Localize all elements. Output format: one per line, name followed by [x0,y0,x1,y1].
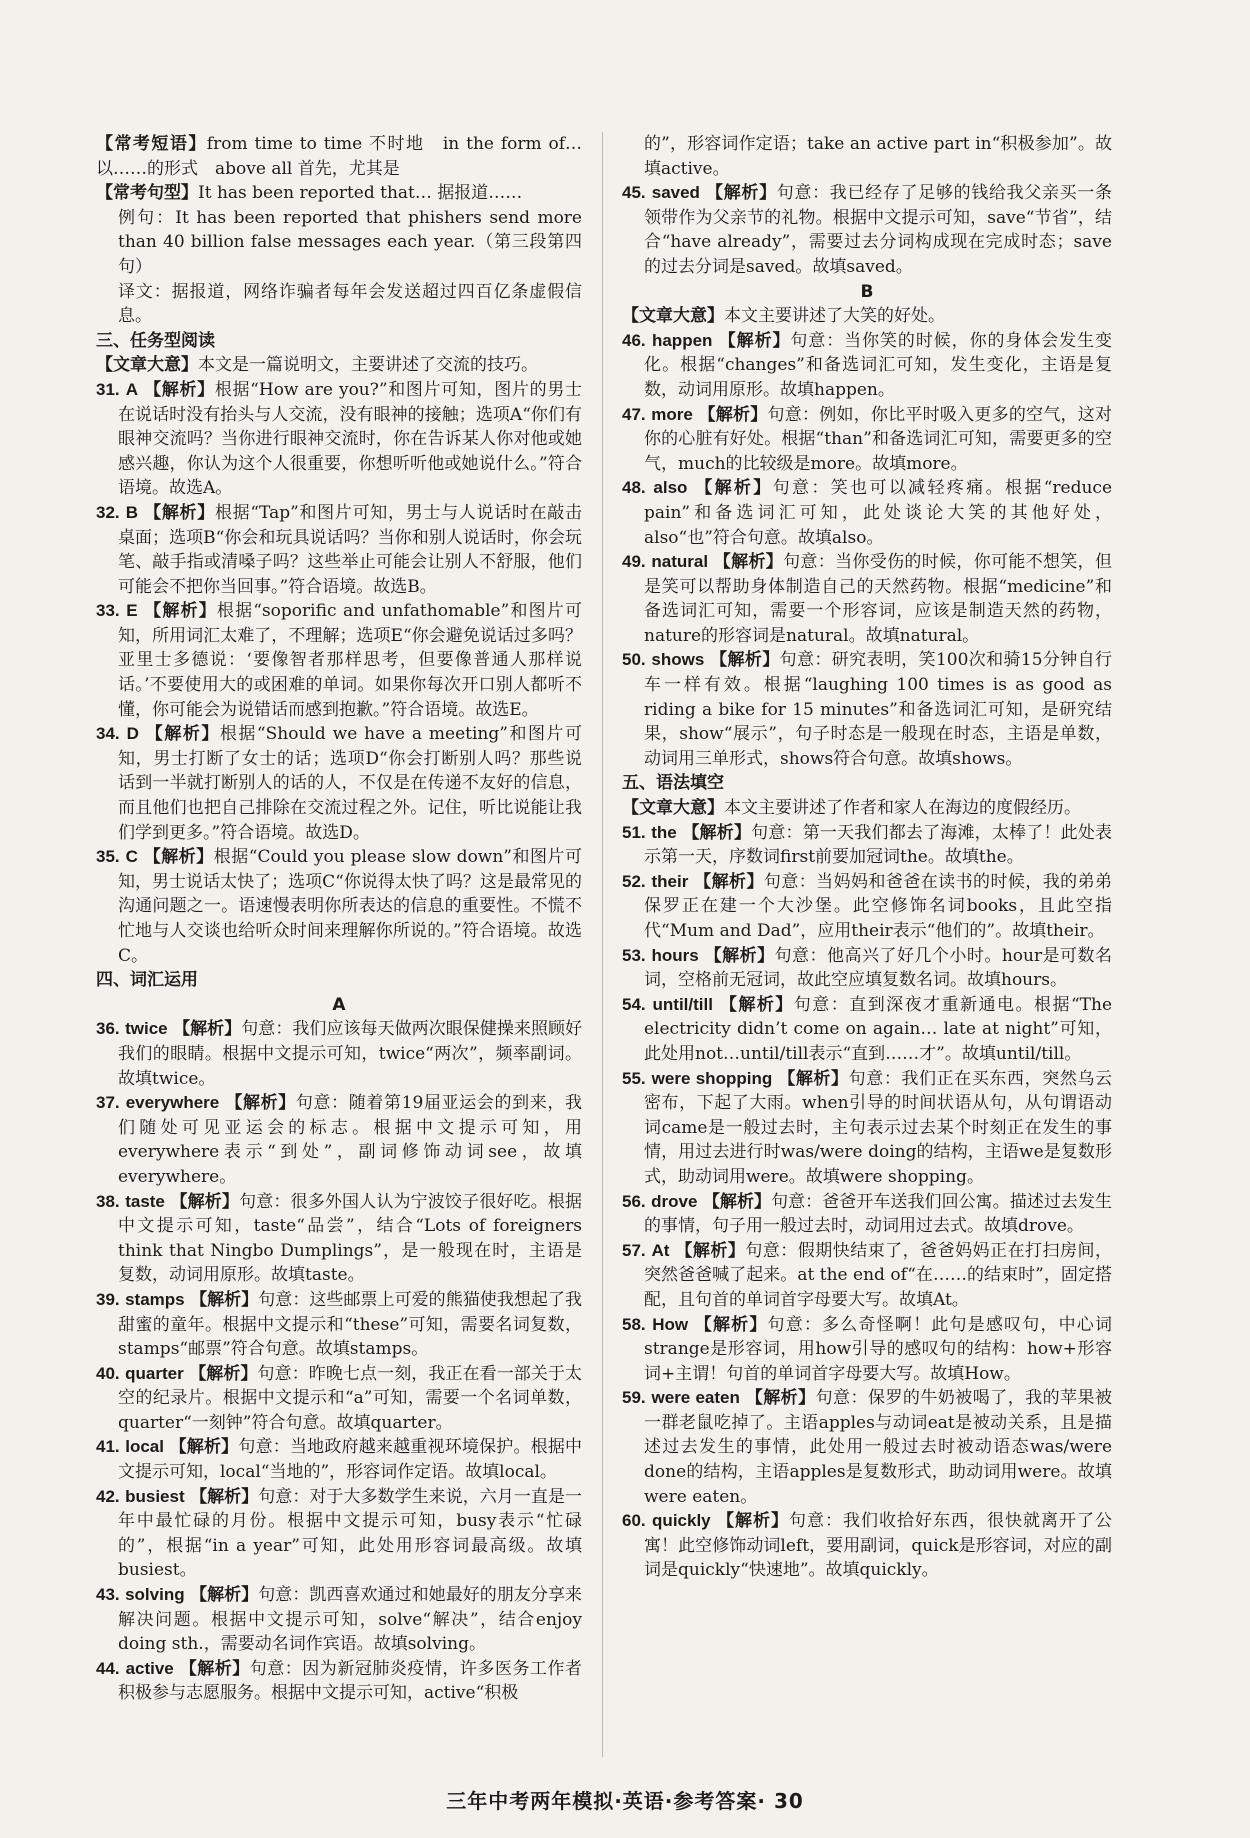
note-tag: 【常考句型】 [96,183,198,204]
item-answer: local [125,1437,164,1457]
analysis-tag: 【解析】 [713,552,784,573]
item-number: 58. [622,1314,646,1334]
analysis-tag: 【解析】 [179,1658,250,1679]
continued-paragraph: 的”，形容词作定语；take an active part in“积极参加”。故填active。 [644,134,1112,179]
item-answer: How [652,1314,689,1334]
analysis-text: 句意：当地政府越来越重视环境保护。根据中文提示可知，local“当地的”，形容词作定语。故填local。 [118,1437,583,1483]
analysis-text: 句意：因为新冠肺炎疫情，许多医务工作者积极参与志愿服务。根据中文提示可知，active“积极 [118,1658,583,1704]
analysis-tag: 【解析】 [144,601,217,622]
item-number: 59. [622,1388,646,1408]
note-tag: 【文章大意】 [622,798,724,819]
answer-item [622,403,1112,477]
item-number: 48. [622,478,646,498]
analysis-text: 句意：这些邮票上可爱的熊猫使我想起了我甜蜜的童年。根据中文提示和“these”可知，需要名词复数，stamps“邮票”符合句意。故填stamps。 [118,1289,583,1360]
item-answer: saved [651,183,700,203]
analysis-text: 句意：他高兴了好几个小时。hour是可数名词，空格前无冠词，故此空应填复数名词。故填hours。 [644,945,1113,991]
item-number: 44. [96,1658,120,1678]
answer-item [96,599,582,722]
left-column [96,132,582,1706]
item-number: 51. [622,822,646,842]
analysis-text: 句意：昨晚七点一刻，我正在看一部关于太空的纪录片。根据中文提示和“a”可知，需要一个名词单数，quarter“一刻钟”符合句意。故填quarter。 [118,1363,583,1433]
section-heading: 五、语法填空 [622,773,724,794]
item-number: 32. [96,502,120,522]
answer-item [96,845,582,968]
section-heading: 四、词汇运用 [96,970,198,991]
item-answer: A [125,379,139,399]
note-tag: 【文章大意】 [96,355,198,376]
answer-item [96,1091,582,1189]
analysis-tag: 【解析】 [702,1191,772,1212]
analysis-text: 句意：我们正在买东西，突然乌云密布，下起了大雨。when引导的时间状语从句，从句谓语动词came是一般过去时，主句表示过去某个时刻正在发生的事情，用过去进行时was/were doing的结构，主语we是复数形式，助动词用were。故填were shopping。 [644,1068,1113,1187]
answer-item [622,181,1112,279]
analysis-tag: 【解析】 [144,502,215,523]
analysis-tag: 【解析】 [190,1585,259,1606]
answer-item [622,648,1112,771]
analysis-text: 句意：爸爸开车送我们回公寓。描述过去发生的事情，句子用一般过去时，动词用过去式。故填drove。 [644,1191,1113,1237]
item-number: 36. [96,1019,120,1039]
item-answer: C [125,847,138,867]
item-number: 54. [622,994,646,1014]
analysis-text: 句意：直到深夜才重新通电。根据“The electricity didn’t come on again… late at night”可知，此处用not…until/till表示“直到……才”。故填until/till。 [644,994,1113,1064]
answer-item [622,870,1112,944]
item-answer: quarter [125,1363,184,1383]
answer-item [96,501,582,599]
item-answer: shows [651,650,705,670]
analysis-tag: 【解析】 [170,1191,240,1212]
item-number: 53. [622,945,646,965]
analysis-tag: 【解析】 [719,994,794,1015]
answer-item [96,1017,582,1091]
item-answer: At [651,1240,670,1260]
item-number: 37. [96,1093,120,1113]
analysis-text: 根据“Tap”和图片可知，男士与人说话时在敲击桌面；选项B“你会和玩具说话吗？当你和别人说话时，你会玩笔、敲手指或清嗓子吗？这些举止可能会让别人不舒服，他们可能会不把你当回事。”符合语境。故选B。 [118,502,583,597]
analysis-text: 句意：很多外国人认为宁波饺子很好吃。根据中文提示可知，taste“品尝”，结合“Lots of foreigners think that Ningbo Dumplings”，是一般现在时，主语是复数，动词用原形。故填taste。 [118,1191,583,1286]
item-number: 46. [622,330,646,350]
item-answer: stamps [125,1289,185,1309]
item-number: 47. [622,404,646,424]
analysis-tag: 【解析】 [717,1511,790,1532]
note-paragraph [96,132,582,181]
analysis-text: 句意：当你笑的时候，你的身体会发生变化。根据“changes”和备选词汇可知，发生变化，主语是复数，动词用原形。故填happen。 [644,330,1113,400]
answer-item [622,1190,1112,1239]
item-answer: quickly [652,1511,711,1531]
analysis-tag: 【解析】 [190,1289,259,1310]
note-paragraph [622,304,1112,329]
item-answer: drove [651,1191,698,1211]
answer-item [622,329,1112,403]
section-heading: 三、任务型阅读 [96,330,215,351]
answer-item [622,550,1112,648]
item-number: 43. [96,1585,120,1605]
indented-paragraph: 例句：It has been reported that phishers send more than 40 billion false messages each year.（第三段第四句） [118,207,582,277]
analysis-tag: 【解析】 [694,871,764,892]
item-answer: solving [125,1585,185,1605]
analysis-text: 句意：我们收拾好东西，很快就离开了公寓！此空修饰动词left，要用副词，quick是形容词，对应的副词是quickly“快速地”。故填quickly。 [644,1511,1113,1581]
analysis-text: 句意：研究表明，笑100次和骑15分钟自行车一样有效。根据“laughing 100 times is as good as riding a bike for 15 minutes”和备选词汇可知，是研究结果，show“展示”，句子时态是一般现在时态，主语是单数，动词用三单形式，shows符合句意。故填shows。 [644,650,1113,769]
analysis-tag: 【解析】 [675,1240,746,1261]
note-paragraph [96,353,582,378]
answer-item [622,1067,1112,1190]
answer-item [622,1239,1112,1313]
item-answer: D [126,724,139,744]
subsection-letter: B [860,281,874,302]
answer-item [622,821,1112,870]
analysis-text: 句意：第一天我们都去了海滩，太棒了！此处表示第一天，序数词first前要加冠词the。故填the。 [644,822,1113,868]
item-answer: until/till [652,994,713,1014]
analysis-text: 句意：我们应该每天做两次眼保健操来照顾好我们的眼睛。根据中文提示可知，twice“两次”，频率副词。故填twice。 [118,1019,583,1089]
answer-item [96,722,582,845]
answer-item [622,476,1112,550]
answer-item [96,1435,582,1484]
analysis-tag: 【解析】 [189,1363,258,1384]
analysis-text: 句意：当你受伤的时候，你可能不想笑，但是笑可以帮助身体制造自己的天然药物。根据“medicine”和备选词汇可知，需要一个形容词，应该是制造天然的药物，nature的形容词是natural。故填natural。 [644,552,1113,646]
note-paragraph [96,181,582,206]
item-answer: their [651,871,689,891]
item-answer: B [125,502,139,522]
item-number: 57. [622,1240,646,1260]
answer-item [96,1485,582,1583]
item-number: 49. [622,552,646,572]
analysis-tag: 【解析】 [144,379,215,400]
answer-item [622,1386,1112,1509]
item-number: 55. [622,1068,646,1088]
item-number: 60. [622,1511,646,1531]
answer-item [622,993,1112,1067]
subsection-letter: A [332,994,346,1015]
item-number: 33. [96,601,120,621]
analysis-text: 句意：保罗的牛奶被喝了，我的苹果被一群老鼠吃掉了。主语apples与动词eat是被动关系，且是描述过去发生的事情，此处用一般过去时被动语态was/were done的结构，主语apples是复数形式，助动词用were。故填were eaten。 [644,1388,1113,1507]
analysis-text: 根据“How are you?”和图片可知，图片的男士在说话时没有抬头与人交流，没有眼神的接触；选项A“你们有眼神交流吗？当你进行眼神交流时，你在告诉某人你对他或她感兴趣，你认为这个人很重要，你想听听他或她说什么。”符合语境。故选A。 [118,379,583,499]
analysis-text: 句意：凯西喜欢通过和她最好的朋友分享来解决问题。根据中文提示可知，solve“解决”，结合enjoy doing sth.，需要动名词作宾语。故填solving。 [118,1585,583,1655]
item-answer: hours [651,945,699,965]
answer-item [96,378,582,501]
analysis-text: 句意：对于大多数学生来说，六月一直是一年中最忙碌的月份。根据中文提示可知，busy表示“忙碌的”，根据“in a year”可知，此处用形容词最高级。故填busiest。 [118,1486,583,1581]
analysis-tag: 【解析】 [173,1019,242,1040]
item-number: 40. [96,1363,120,1383]
answer-item [622,944,1112,993]
analysis-tag: 【解析】 [143,847,214,868]
item-number: 39. [96,1289,120,1309]
item-answer: busiest [125,1486,185,1506]
analysis-tag: 【解析】 [695,478,773,499]
analysis-text: 根据“Should we have a meeting”和图片可知，男士打断了女士的话；选项D“你会打断别人吗？那些说话到一半就打断别人的话的人，不仅是在传递不友好的信息，而且他们也把自己排除在交流过程之外。记住，听比说能让我们学到更多。”符合语境。故选D。 [118,724,583,843]
answer-item [96,1583,582,1657]
item-answer: the [651,822,677,842]
analysis-tag: 【解析】 [694,1314,768,1335]
analysis-tag: 【解析】 [778,1068,849,1089]
item-answer: more [651,404,693,424]
analysis-tag: 【解析】 [704,945,775,966]
answer-item [96,1657,582,1706]
item-number: 45. [622,183,646,203]
item-number: 41. [96,1437,120,1457]
analysis-tag: 【解析】 [745,1388,816,1409]
note-text: 本文是一篇说明文，主要讲述了交流的技巧。 [198,355,538,376]
note-tag: 【常考短语】 [96,134,207,154]
analysis-tag: 【解析】 [682,822,752,843]
note-text: 本文主要讲述了大笑的好处。 [724,306,945,327]
analysis-tag: 【解析】 [190,1486,259,1507]
item-answer: active [125,1658,174,1678]
item-answer: were shopping [651,1068,773,1088]
analysis-text: 句意：笑也可以减轻疼痛。根据“reduce pain”和备选词汇可知，此处谈论大笑的其他好处，also“也”符合句意。故填also。 [644,478,1112,548]
analysis-tag: 【解析】 [225,1093,296,1114]
note-tag: 【文章大意】 [622,306,724,327]
item-answer: were eaten [651,1388,740,1408]
analysis-tag: 【解析】 [710,650,780,671]
analysis-text: 句意：随着第19届亚运会的到来，我们随处可见亚运会的标志。根据中文提示可知，用everywhere表示“到处”，副词修饰动词see，故填everywhere。 [118,1093,583,1187]
analysis-text: 根据“soporific and unfathomable”和图片可知，所用词汇太难了，不理解；选项E“你会避免说话过多吗？亚里士多德说：‘要像智者那样思考，但要像普通人那样说话。’不要使用大的或困难的单词。如果你每次开口别人都听不懂，你可能会为说错话而感到抱歉。”符合语境。故选E。 [118,601,583,720]
analysis-tag: 【解析】 [169,1437,239,1458]
analysis-tag: 【解析】 [145,724,220,745]
note-text: It has been reported that… 据报道…… [198,183,523,204]
analysis-text: 句意：我已经存了足够的钱给我父亲买一条领带作为父亲节的礼物。根据中文提示可知，save“节省”，结合“have already”，需要过去分词构成现在完成时态；save的过去分词是saved。故填saved。 [644,183,1113,277]
analysis-text: 句意：例如，你比平时吸入更多的空气，这对你的心脏有好处。根据“than”和备选词汇可知，需要更多的空气，much的比较级是more。故填more。 [644,404,1113,474]
right-column [622,132,1112,1583]
item-number: 34. [96,724,120,744]
answer-item [622,1509,1112,1583]
item-number: 50. [622,650,646,670]
analysis-text: 句意：假期快结束了，爸爸妈妈正在打扫房间，突然爸爸喊了起来。at the end of“在……的结束时”，固定搭配，且句首的单词首字母要大写。故填At。 [644,1240,1112,1310]
item-answer: twice [125,1019,168,1039]
column-divider [602,132,603,1757]
item-number: 31. [96,379,120,399]
item-answer: also [653,478,688,498]
item-answer: everywhere [125,1093,220,1113]
item-answer: natural [651,552,709,572]
analysis-tag: 【解析】 [718,330,791,351]
answer-item [622,1313,1112,1387]
answer-item [96,1362,582,1436]
page-footer: 三年中考两年模拟·英语·参考答案· 30 [446,1789,804,1813]
item-answer: E [126,601,138,621]
answer-item [96,1288,582,1362]
item-number: 56. [622,1191,646,1211]
item-number: 38. [96,1191,120,1211]
item-answer: taste [125,1191,165,1211]
analysis-text: 根据“Could you please slow down”和图片可知，男士说话太快了；选项C“你说得太快了吗？这是最常见的沟通问题之一。语速慢表明你所表达的信息的重要性。不慌不忙地与人交谈也给听众时间来理解你所说的。”符合语境。故选C。 [118,847,583,966]
answer-item [96,1190,582,1288]
item-number: 35. [96,847,120,867]
analysis-text: 句意：当妈妈和爸爸在读书的时候，我的弟弟保罗正在建一个大沙堡。此空修饰名词books，且此空指代“Mum and Dad”，应用their表示“他们的”。故填their。 [644,871,1113,941]
item-answer: happen [651,330,713,350]
note-text: 本文主要讲述了作者和家人在海边的度假经历。 [724,798,1081,819]
analysis-tag: 【解析】 [698,404,768,425]
note-text: from time to time 不时地 in the form of… 以……的形式 above all 首先，尤其是 [96,134,583,179]
note-paragraph [622,796,1112,821]
item-number: 52. [622,871,646,891]
item-number: 42. [96,1486,120,1506]
indented-paragraph: 译文：据报道，网络诈骗者每年会发送超过四百亿条虚假信息。 [118,281,582,327]
analysis-tag: 【解析】 [706,183,777,204]
analysis-text: 句意：多么奇怪啊！此句是感叹句，中心词strange是形容词，用how引导的感叹句的结构：how+形容词+主谓！句首的单词首字母要大写。故填How。 [644,1314,1113,1384]
